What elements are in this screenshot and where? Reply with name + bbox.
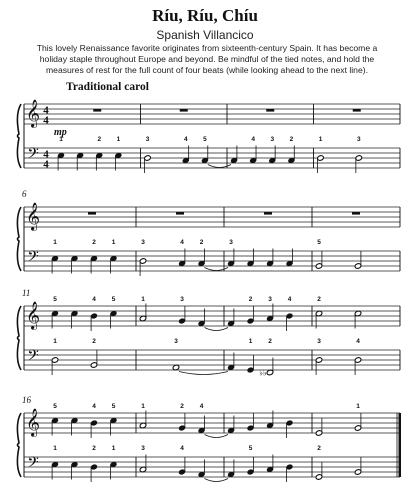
time-signature-denominator: 4	[43, 114, 49, 127]
whole-rest	[266, 109, 274, 112]
tempo-marking: Traditional carol	[66, 81, 149, 93]
fingering-number: 5	[53, 403, 57, 410]
fingering-number: 5	[111, 403, 116, 410]
tie	[208, 165, 231, 168]
whole-rest	[264, 212, 272, 215]
tie	[205, 268, 229, 271]
whole-rest	[352, 212, 360, 215]
measure-number: 16	[22, 395, 31, 405]
song-subtitle: Spanish Villancico	[156, 28, 254, 42]
fingering-number: 3	[356, 136, 361, 143]
brace	[17, 306, 21, 370]
fingering-number: 1	[111, 239, 116, 246]
brace	[17, 104, 21, 168]
fingering-number: 1	[318, 136, 323, 143]
tie	[205, 479, 229, 482]
treble-clef-icon: 𝄞	[25, 99, 41, 127]
song-title: Ríu, Ríu, Chíu	[152, 6, 258, 25]
measure-number: 11	[22, 288, 31, 298]
fingering-number: 3	[145, 136, 150, 143]
double-flat-icon: ♭♭	[259, 368, 267, 378]
fingering-number: 4	[356, 338, 360, 345]
fingering-number: 1	[53, 445, 57, 452]
tie	[205, 328, 229, 331]
fingering-number: 2	[92, 239, 96, 246]
treble-clef-icon: 𝄞	[25, 408, 41, 436]
fingering-number: 4	[251, 136, 255, 143]
fingering-number: 4	[92, 403, 96, 410]
fingering-number: 1	[59, 136, 63, 143]
time-signature-numerator: 4	[43, 104, 49, 117]
fingering-number: 2	[92, 338, 96, 345]
tie	[205, 435, 229, 438]
fingering-number: 4	[199, 403, 204, 410]
dynamic-marking: mp	[54, 127, 67, 138]
fingering-number: 2	[317, 445, 321, 452]
whole-rest	[180, 109, 188, 112]
fingering-number: 3	[141, 445, 145, 452]
bass-clef-icon: 𝄢	[27, 347, 39, 368]
fingering-number: 5	[248, 445, 253, 452]
whole-rest	[353, 109, 361, 112]
fingering-number: 4	[180, 239, 184, 246]
whole-rest	[88, 212, 96, 215]
fingering-number: 5	[53, 296, 57, 303]
fingering-number: 3	[141, 239, 145, 246]
fingering-number: 2	[97, 136, 102, 143]
fingering-number: 4	[180, 445, 184, 452]
fingering-number: 2	[180, 403, 184, 410]
fingering-number: 1	[53, 338, 57, 345]
final-barline-thick	[399, 413, 402, 477]
fingering-number: 4	[92, 296, 96, 303]
fingering-number: 3	[317, 338, 321, 345]
fingering-number: 1	[116, 136, 121, 143]
fingering-number: 5	[111, 296, 116, 303]
fingering-number: 5	[317, 239, 321, 246]
bass-clef-icon: 𝄢	[27, 454, 39, 475]
fingering-number: 4	[183, 136, 188, 143]
brace	[17, 413, 21, 477]
bass-clef-icon: 𝄢	[27, 248, 39, 269]
fingering-number: 4	[287, 296, 292, 303]
fingering-number: 2	[248, 296, 253, 303]
fingering-number: 2	[289, 136, 294, 143]
intro-paragraph: This lovely Renaissance favorite originates from sixteenth-century Spain. It has become a holiday staple throughout Europe and beyond. Be mindful of the tied notes, and hold the measures of rest for the full count of four beats (while looking ahead to the next line).	[36, 43, 378, 75]
time-signature-denominator: 4	[43, 158, 49, 171]
fingering-number: 1	[111, 445, 116, 452]
fingering-number: 5	[203, 136, 207, 143]
fingering-number: 2	[92, 445, 96, 452]
fingering-number: 1	[53, 239, 57, 246]
whole-rest	[93, 109, 101, 112]
bass-clef-icon: 𝄢	[27, 145, 39, 166]
fingering-number: 3	[268, 296, 272, 303]
treble-clef-icon: 𝄞	[25, 301, 41, 329]
fingering-number: 2	[199, 239, 204, 246]
tie	[179, 372, 228, 375]
fingering-number: 1	[248, 338, 253, 345]
fingering-number: 1	[141, 403, 145, 410]
treble-clef-icon: 𝄞	[25, 202, 41, 230]
fingering-number: 3	[270, 136, 275, 143]
measure-number: 6	[22, 189, 27, 199]
fingering-number: 3	[174, 338, 178, 345]
brace	[17, 207, 21, 271]
whole-rest	[176, 212, 184, 215]
fingering-number: 2	[317, 296, 321, 303]
fingering-number: 3	[180, 296, 184, 303]
fingering-number: 3	[229, 239, 233, 246]
fingering-number: 1	[356, 403, 360, 410]
time-signature-numerator: 4	[43, 148, 49, 161]
fingering-number: 1	[141, 296, 145, 303]
fingering-number: 2	[268, 338, 272, 345]
